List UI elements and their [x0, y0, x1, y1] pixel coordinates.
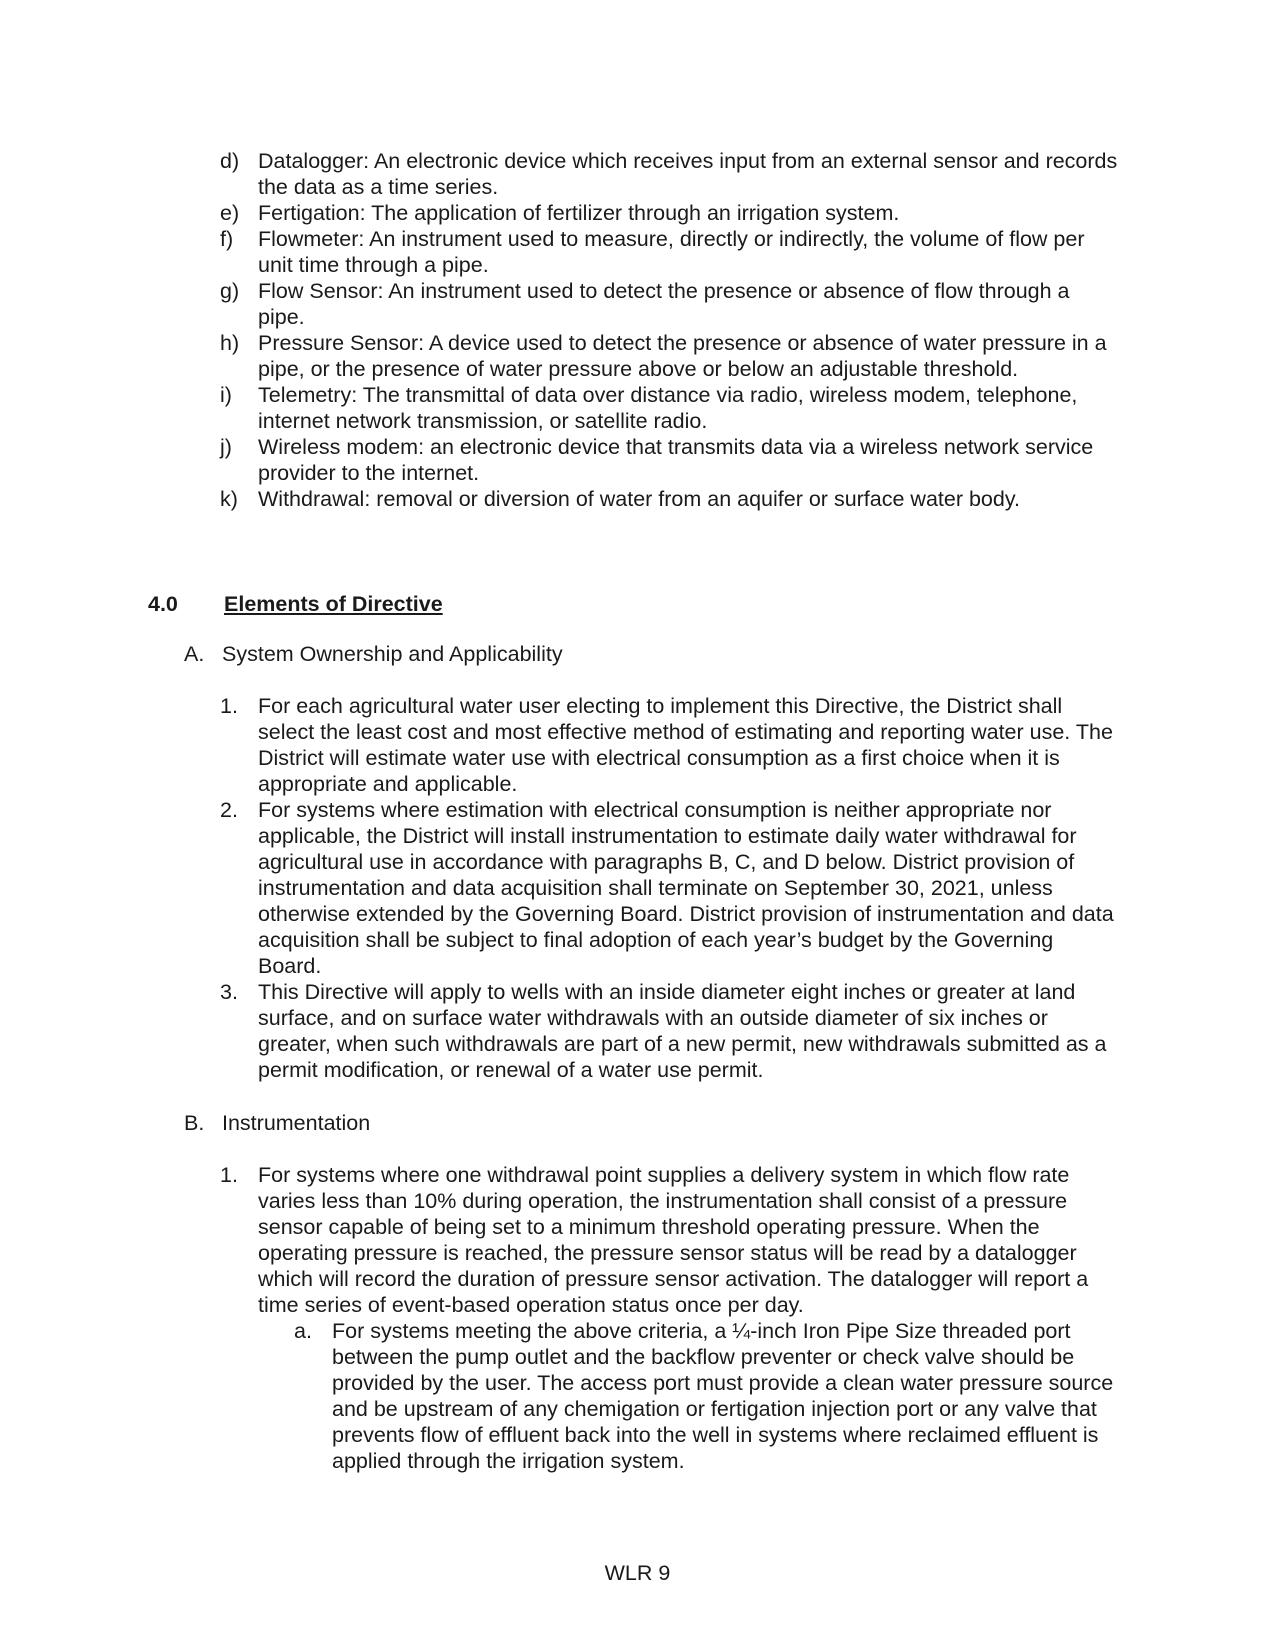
list-item — [220, 693, 1120, 797]
section-heading — [148, 591, 443, 617]
list-item-text: For systems meeting the above criteria, a ¼-inch Iron Pipe Size threaded port between the pump outlet and the backflow preventer or check valve should be provided by the user. The access port must provide a clean water pressure source and be upstream of any chemigation or fertigation injection port or any valve that prevents flow of effluent back into the well in systems where reclaimed effluent is applied through the irrigation system. — [332, 1319, 1114, 1473]
list-item-text: For each agricultural water user electing to implement this Directive, the District shall select the least cost and most effective method of estimating and reporting water use. The District will estimate water use with electrical consumption as a first choice when it is appropriate and applicable. — [258, 694, 1113, 796]
definition-text: Wireless modem: an electronic device that transmits data via a wireless network service provider to the internet. — [258, 435, 1094, 485]
list-marker: 1. — [220, 1163, 238, 1187]
list-item-text: For systems where one withdrawal point supplies a delivery system in which flow rate varies less than 10% during operation, the instrumentation shall consist of a pressure sensor capable of being set to a minimum threshold operating pressure. When the operating pressure is reached, the pressure sensor status will be read by a datalogger which will record the duration of pressure sensor activation. The datalogger will report a time series of event-based operation status once per day. — [258, 1163, 1089, 1317]
definition-item — [220, 382, 1120, 434]
subsection-b-list — [220, 1162, 1120, 1474]
list-item-text: This Directive will apply to wells with an inside diameter eight inches or greater at land surface, and on surface water withdrawals with an outside diameter of six inches or greater, when such withdrawals are part of a new permit, new withdrawals submitted as a permit modification, or renewal of a water use permit. — [258, 980, 1107, 1082]
list-marker: 2. — [220, 798, 238, 822]
definition-text: Telemetry: The transmittal of data over distance via radio, wireless modem, telephone, internet network transmission, or satellite radio. — [258, 383, 1078, 433]
page-number: WLR 9 — [604, 1561, 671, 1585]
subsection-title: System Ownership and Applicability — [222, 642, 563, 666]
section-title: Elements of Directive — [224, 592, 443, 616]
list-marker: g) — [220, 279, 240, 303]
subsection-title: Instrumentation — [222, 1111, 371, 1135]
definition-text: Flowmeter: An instrument used to measure, directly or indirectly, the volume of flow per unit time through a pipe. — [258, 227, 1085, 277]
definition-item — [220, 200, 1120, 226]
list-marker: h) — [220, 331, 240, 355]
list-item — [220, 1162, 1120, 1318]
subsection-heading-a — [184, 641, 563, 667]
list-marker: e) — [220, 201, 240, 225]
section-number: 4.0 — [148, 592, 178, 616]
list-marker: 1. — [220, 694, 238, 718]
list-marker: j) — [220, 435, 232, 459]
list-marker: a. — [294, 1319, 312, 1343]
definition-item — [220, 486, 1120, 512]
list-item-text: For systems where estimation with electrical consumption is neither appropriate nor applicable, the District will install instrumentation to estimate daily water withdrawal for agricultural use in accordance with paragraphs B, C, and D below. District provision of instrumentation and data acquisition shall terminate on September 30, 2021, unless otherwise extended by the Governing Board. District provision of instrumentation and data acquisition shall be subject to final adoption of each year’s budget by the Governing Board. — [258, 798, 1114, 978]
list-marker: k) — [220, 487, 238, 511]
list-marker: d) — [220, 149, 240, 173]
definition-text: Datalogger: An electronic device which receives input from an external sensor and records the data as a time series. — [258, 149, 1118, 199]
definition-item — [220, 278, 1120, 330]
definition-text: Pressure Sensor: A device used to detect the presence or absence of water pressure in a pipe, or the presence of water pressure above or below an adjustable threshold. — [258, 331, 1107, 381]
definition-text: Flow Sensor: An instrument used to detect the presence or absence of flow through a pipe. — [258, 279, 1070, 329]
page-footer — [0, 1560, 1275, 1586]
definition-item — [220, 434, 1120, 486]
subsection-heading-b — [184, 1110, 370, 1136]
subsection-marker: B. — [184, 1111, 205, 1135]
list-item — [220, 797, 1120, 979]
definition-item — [220, 148, 1120, 200]
nested-list-item — [294, 1318, 1120, 1474]
list-marker: f) — [220, 227, 234, 251]
definition-item — [220, 330, 1120, 382]
list-item — [220, 979, 1120, 1083]
definition-text: Fertigation: The application of fertilizer through an irrigation system. — [258, 201, 900, 225]
list-marker: i) — [220, 383, 232, 407]
definition-item — [220, 226, 1120, 278]
list-marker: 3. — [220, 980, 238, 1004]
subsection-marker: A. — [184, 642, 205, 666]
subsection-a-list — [220, 693, 1120, 1083]
definitions-list — [220, 148, 1120, 512]
definition-text: Withdrawal: removal or diversion of water from an aquifer or surface water body. — [258, 487, 1020, 511]
